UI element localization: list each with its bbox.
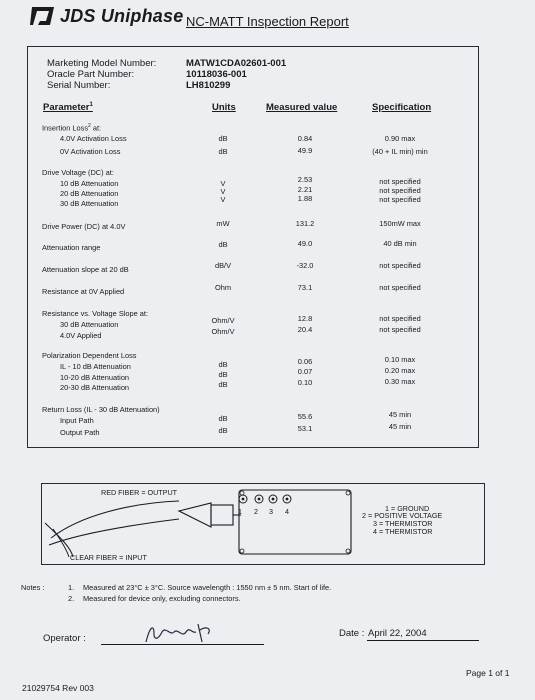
- row-specification: 150mW max: [379, 219, 421, 228]
- red-fiber-label: RED FIBER = OUTPUT: [101, 488, 178, 497]
- row-units: Ohm: [214, 283, 231, 292]
- row-units: Ohm/V: [211, 327, 235, 336]
- row-units: Ohm/V: [211, 316, 235, 325]
- row-measured-value: 0.10: [297, 378, 313, 387]
- serial-number-value: LH810299: [186, 80, 231, 91]
- row-label: 20-30 dB Attenuation: [60, 383, 130, 392]
- row-measured-value: 49.9: [297, 146, 313, 155]
- row-label: 30 dB Attenuation: [60, 320, 119, 329]
- row-units: V: [220, 195, 226, 204]
- row-specification: 0.30 max: [384, 377, 416, 386]
- row-measured-value: 55.6: [297, 412, 313, 421]
- row-specification: not specified: [379, 261, 421, 270]
- row-units: dB: [218, 360, 228, 369]
- pin-number-1: 1: [238, 507, 242, 516]
- row-units: dB: [218, 134, 228, 143]
- row-specification: 45 min: [388, 422, 412, 431]
- row-label: Drive Power (DC) at 4.0V: [42, 222, 126, 231]
- measured-value-column-header: Measured value: [266, 102, 338, 113]
- serial-number-label: Serial Number:: [47, 80, 111, 91]
- row-specification: not specified: [379, 195, 421, 204]
- note-text: Measured at 23°C ± 3°C. Source wavelength : 1550 nm ± 5 nm. Start of life.: [83, 583, 332, 592]
- row-label: Drive Voltage (DC) at:: [42, 168, 114, 177]
- row-measured-value: 0.84: [297, 134, 313, 143]
- row-measured-value: 0.07: [297, 367, 313, 376]
- row-label: 20 dB Attenuation: [60, 189, 119, 198]
- document-number: 21029754 Rev 003: [22, 683, 94, 693]
- row-units: V: [220, 187, 226, 196]
- operator-signature: [140, 618, 220, 648]
- page-number: Page 1 of 1: [466, 668, 510, 678]
- row-label: 4.0V Applied: [60, 331, 102, 340]
- parameter-column-header: Parameter$^1$: [43, 102, 93, 114]
- row-measured-value: -32.0: [296, 261, 314, 270]
- row-label: 10-20 dB Attenuation: [60, 373, 130, 382]
- row-specification: not specified: [379, 177, 421, 186]
- marketing-model-value: MATW1CDA02601-001: [186, 58, 287, 69]
- date-label: Date :: [339, 628, 365, 639]
- row-label: Output Path: [60, 428, 100, 437]
- row-label: 4.0V Activation Loss: [60, 134, 127, 143]
- row-label: IL - 10 dB Attenuation: [60, 362, 131, 371]
- row-specification: 0.20 max: [384, 366, 416, 375]
- jds-logo-icon: [30, 5, 56, 27]
- row-measured-value: 2.53: [297, 175, 313, 184]
- row-measured-value: 73.1: [297, 283, 313, 292]
- row-specification: 40 dB min: [383, 239, 417, 248]
- row-units: dB/V: [214, 261, 232, 270]
- row-units: dB: [218, 370, 228, 379]
- row-label: Attenuation range: [42, 243, 101, 252]
- row-specification: not specified: [379, 186, 421, 195]
- row-measured-value: 20.4: [297, 325, 313, 334]
- pin-legend-item: 1 = GROUND: [385, 504, 430, 513]
- row-measured-value: 49.0: [297, 239, 313, 248]
- row-units: V: [220, 179, 226, 188]
- date-value: April 22, 2004: [368, 628, 427, 639]
- row-specification: not specified: [379, 325, 421, 334]
- pin-legend-item: 3 = THERMISTOR: [373, 519, 433, 528]
- row-units: dB: [218, 240, 228, 249]
- row-label: 10 dB Attenuation: [60, 179, 119, 188]
- report-title: NC-MATT Inspection Report: [186, 14, 349, 29]
- pin-legend-item: 4 = THERMISTOR: [373, 527, 433, 536]
- row-specification: 45 min: [388, 410, 412, 419]
- clear-fiber-label: CLEAR FIBER = INPUT: [70, 553, 147, 562]
- row-units: dB: [218, 380, 228, 389]
- company-logo-text: JDS Uniphase: [60, 6, 184, 26]
- row-specification: 0.10 max: [384, 355, 416, 364]
- row-measured-value: 53.1: [297, 424, 313, 433]
- oracle-part-value: 10118036-001: [186, 69, 247, 80]
- units-column-header: Units: [212, 102, 236, 113]
- operator-label: Operator :: [43, 633, 86, 644]
- row-measured-value: 12.8: [297, 314, 313, 323]
- row-specification: not specified: [379, 283, 421, 292]
- pin-number-2: 2: [254, 507, 258, 516]
- row-label: Input Path: [60, 416, 94, 425]
- row-label: Return Loss (IL - 30 dB Attenuation): [42, 405, 160, 414]
- row-measured-value: 2.21: [297, 185, 313, 194]
- row-units: dB: [218, 414, 228, 423]
- date-line: [367, 640, 479, 641]
- specification-column-header: Specification: [372, 102, 432, 113]
- row-label: 30 dB Attenuation: [60, 199, 119, 208]
- pin-legend-item: 2 = POSITIVE VOLTAGE: [362, 511, 443, 520]
- row-specification: 0.90 max: [384, 134, 416, 143]
- row-units: dB: [218, 426, 228, 435]
- row-units: mW: [216, 219, 230, 228]
- row-label: Polarization Dependent Loss: [42, 351, 137, 360]
- row-specification: not specified: [379, 314, 421, 323]
- note-text: Measured for device only, excluding connectors.: [83, 594, 241, 603]
- row-label: Resistance at 0V Applied: [42, 287, 125, 296]
- row-measured-value: 1.88: [297, 194, 313, 203]
- oracle-part-label: Oracle Part Number:: [47, 69, 135, 80]
- row-measured-value: 0.06: [297, 357, 313, 366]
- row-label: Insertion Loss$^2$ at:: [42, 123, 102, 133]
- pin-number-3: 3: [269, 507, 273, 516]
- row-measured-value: 131.2: [295, 219, 315, 228]
- notes-label: Notes :: [21, 583, 45, 592]
- note-number: 2.: [68, 594, 75, 603]
- row-units: dB: [218, 147, 228, 156]
- row-label: Attenuation slope at 20 dB: [42, 265, 129, 274]
- row-label: 0V Activation Loss: [60, 147, 121, 156]
- marketing-model-label: Marketing Model Number:: [47, 58, 157, 69]
- note-number: 1.: [68, 583, 75, 592]
- row-label: Resistance vs. Voltage Slope at:: [42, 309, 148, 318]
- pin-number-4: 4: [285, 507, 289, 516]
- row-specification: (40 + IL min) min: [372, 147, 428, 156]
